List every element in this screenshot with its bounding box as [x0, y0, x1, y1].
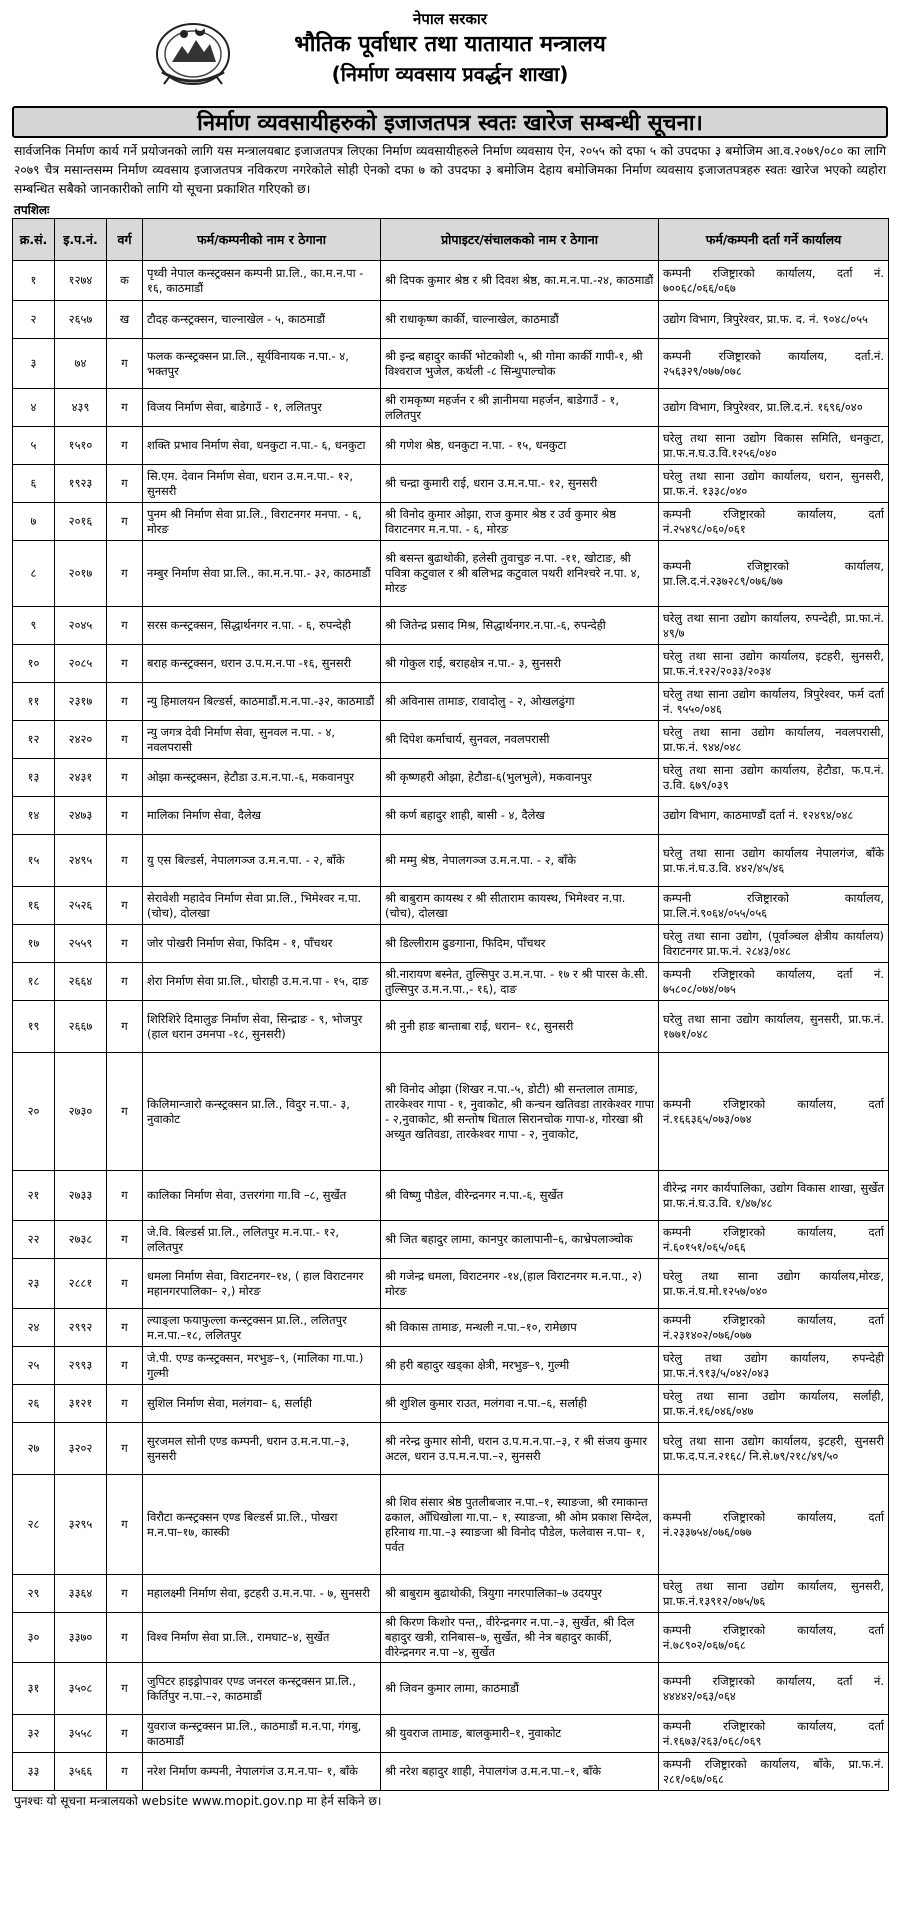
details-label: तपशिलः — [14, 203, 50, 217]
table-row — [13, 1259, 889, 1309]
cell-sn: ६ — [13, 465, 55, 503]
cell-license-no: २४३१ — [55, 759, 107, 797]
cell-sn: २५ — [13, 1347, 55, 1385]
cell-firm: कालिका निर्माण सेवा, उत्तरगंगा गा.वि –८, सुर्खेत — [143, 1171, 381, 1221]
cell-firm: न्यु हिमालयन बिल्डर्स, काठमाडौं.म.न.पा.-३२, काठमाडौं — [143, 683, 381, 721]
cell-office: घरेलु तथा साना उद्योग कार्यालय, सुनसरी, प्रा.फ.नं. १७७१/०४८ — [659, 1001, 889, 1053]
footer-note: पुनश्चः यो सूचना मन्त्रालयको website www.mopit.gov.np मा हेर्न सकिने छ। — [14, 1794, 382, 1808]
cell-sn: २ — [13, 301, 55, 339]
table-row — [13, 503, 889, 541]
cell-license-no: १२७४ — [55, 261, 107, 301]
license-table — [12, 218, 889, 1791]
cell-office: घरेलु तथा साना उद्योग कार्यालय, इटहरी, सुनसरी प्रा.फ.द.प.न.२१६८/ नि.से.७९/२१८/४९/५० — [659, 1423, 889, 1475]
notice-title: निर्माण व्यवसायीहरुको इजाजतपत्र स्वतः खारेज सम्बन्धी सूचना। — [197, 111, 703, 136]
cell-firm: सेरावेशी महादेव निर्माण सेवा प्रा.लि., भिमेश्वर न.पा.(चोच), दोलखा — [143, 887, 381, 925]
cell-license-no: २०१६ — [55, 503, 107, 541]
table-row — [13, 1385, 889, 1423]
cell-proprietor: श्री बाबुराम कायस्थ र श्री सीताराम कायस्थ, भिमेश्वर न.पा.(चोच), दोलखा — [381, 887, 659, 925]
cell-class: ग — [107, 1663, 143, 1715]
cell-sn: १६ — [13, 887, 55, 925]
cell-license-no: २९९२ — [55, 1309, 107, 1347]
cell-class: ग — [107, 887, 143, 925]
cell-office: कम्पनी रजिष्ट्रारको कार्यालय, दर्ता नं. ७५८०८/०७४/०७५ — [659, 963, 889, 1001]
cell-firm: सरस कन्स्ट्रक्सन, सिद्धार्थनगर न.पा. - ६, रुपन्देही — [143, 607, 381, 645]
table-row — [13, 1171, 889, 1221]
cell-office: कम्पनी रजिष्ट्रारको कार्यालय, बाँके, प्रा.फ.नं. २८१/०६७/०६८ — [659, 1753, 889, 1791]
cell-sn: २७ — [13, 1423, 55, 1475]
cell-class: ग — [107, 1053, 143, 1171]
cell-proprietor: श्री किरण किशोर पन्त,, वीरेन्द्रनगर न.पा.–३, सुर्खेत, श्री दिल बहादुर खत्री, रानिबास–७, सुर्खेत, श्री नेत्र बहादुर कार्की, वीरेन्द्रनगर न.पा –४, सुर्खेत — [381, 1613, 659, 1663]
table-row — [13, 261, 889, 301]
cell-sn: १२ — [13, 721, 55, 759]
table-row — [13, 759, 889, 797]
cell-proprietor: श्री गोकुल राई, बराहक्षेत्र न.पा.- ३, सुनसरी — [381, 645, 659, 683]
cell-sn: १९ — [13, 1001, 55, 1053]
cell-class: ग — [107, 1309, 143, 1347]
cell-license-no: २४७३ — [55, 797, 107, 835]
cell-office: घरेलु तथा साना उद्योग कार्यालय, सुनसरी, प्रा.फ.नं.१३९१२/०७५/७६ — [659, 1575, 889, 1613]
cell-license-no: २६६७ — [55, 1001, 107, 1053]
cell-proprietor: श्री गणेश श्रेष्ठ, धनकुटा न.पा. - १५, धनकुटा — [381, 427, 659, 465]
cell-sn: ७ — [13, 503, 55, 541]
cell-license-no: २०१७ — [55, 541, 107, 607]
cell-proprietor: श्री नरेश बहादुर शाही, नेपालगंज उ.म.न.पा.–१, बाँके — [381, 1753, 659, 1791]
table-row — [13, 797, 889, 835]
col-header-firm: फर्म/कम्पनीको नाम र ठेगाना — [143, 219, 381, 261]
cell-sn: १७ — [13, 925, 55, 963]
cell-class: ग — [107, 339, 143, 389]
cell-class: ग — [107, 1715, 143, 1753]
cell-sn: ११ — [13, 683, 55, 721]
table-row — [13, 721, 889, 759]
cell-office: घरेलु तथा साना उद्योग, (पूर्वाञ्चल क्षेत्रीय कार्यालय) विराटनगर प्रा.फ.नं. २८४३/०४८ — [659, 925, 889, 963]
cell-license-no: ३३७० — [55, 1613, 107, 1663]
cell-proprietor: श्री दिपेश कर्माचार्य, सुनवल, नवलपरासी — [381, 721, 659, 759]
cell-proprietor: श्री बाबुराम बुढाथोकी, त्रियुगा नगरपालिका–७ उदयपुर — [381, 1575, 659, 1613]
cell-firm: मालिका निर्माण सेवा, दैलेख — [143, 797, 381, 835]
cell-firm: यु एस बिल्डर्स, नेपालगञ्ज उ.म.न.पा. - २, बाँके — [143, 835, 381, 887]
cell-sn: ४ — [13, 389, 55, 427]
cell-class: ग — [107, 797, 143, 835]
cell-class: क — [107, 261, 143, 301]
cell-office: कम्पनी रजिष्ट्रारको कार्यालय, दर्ता नं. ४४४४२/०६३/०६४ — [659, 1663, 889, 1715]
cell-sn: २० — [13, 1053, 55, 1171]
cell-sn: १८ — [13, 963, 55, 1001]
cell-office: घरेलु तथा साना उद्योग कार्यालय,मोरङ, प्रा.फ.नं.घ.मो.१२५७/०४० — [659, 1259, 889, 1309]
cell-office: कम्पनी रजिष्ट्रारको कार्यालय, दर्ता नं.२३३७५४/०७६/०७७ — [659, 1475, 889, 1575]
cell-proprietor: श्री गजेन्द्र धमला, विराटनगर -१४,(हाल विराटनगर म.न.पा., २) मोरङ — [381, 1259, 659, 1309]
table-row — [13, 1475, 889, 1575]
cell-class: ग — [107, 1347, 143, 1385]
table-row — [13, 1575, 889, 1613]
cell-proprietor: श्री नुनी हाङ बान्ताबा राई, धरान– १८, सुनसरी — [381, 1001, 659, 1053]
cell-proprietor: श्री शुशिल कुमार राउत, मलंगवा न.पा.–६, सर्लाही — [381, 1385, 659, 1423]
cell-sn: ३२ — [13, 1715, 55, 1753]
cell-firm: विरौटा कन्स्ट्रक्सन एण्ड बिल्डर्स प्रा.लि., पोखरा म.न.पा–१७, कास्की — [143, 1475, 381, 1575]
cell-license-no: २६५७ — [55, 301, 107, 339]
table-row — [13, 465, 889, 503]
cell-proprietor: श्री शिव संसार श्रेष्ठ पुतलीबजार न.पा.–१, स्याङजा, श्री रमाकान्त ढकाल, आँधिखोला गा.पा.– १, स्याङजा, श्री ओम प्रकाश सिग्देल, हरिनाथ गा.पा.–३ स्याङजा श्री विनोद पौडेल, फलेवास न.पा– १, पर्वत — [381, 1475, 659, 1575]
cell-sn: ३० — [13, 1613, 55, 1663]
cell-sn: ३३ — [13, 1753, 55, 1791]
cell-proprietor: श्री विष्णु पौडेल, वीरेन्द्रनगर न.पा.-६, सुर्खेत — [381, 1171, 659, 1221]
cell-license-no: ७४ — [55, 339, 107, 389]
cell-proprietor: श्री अविनास तामाङ, रावादोलु - २, ओखलढुंगा — [381, 683, 659, 721]
cell-license-no: २८८१ — [55, 1259, 107, 1309]
table-row — [13, 1715, 889, 1753]
cell-proprietor: श्री विनोद ओझा (शिखर न.पा.-५, डोटी) श्री सन्तलाल तामाङ, तारकेश्वर गापा - १, नुवाकोट, श्री कन्चन खतिवडा तारकेश्वर गापा - २,नुवाकोट, श्री सन्तोष धिताल सिरानचोक गापा-४, गोरखा श्री अच्युत खतिवडा, तारकेश्वर गापा - २, नुवाकोट, — [381, 1053, 659, 1171]
cell-office: कम्पनी रजिष्ट्रारको कार्यालय, दर्ता नं.२३१४०२/०७६/०७७ — [659, 1309, 889, 1347]
col-header-proprietor: प्रोपाइटर/संचालकको नाम र ठेगाना — [381, 219, 659, 261]
cell-class: ग — [107, 427, 143, 465]
cell-firm: शक्ति प्रभाव निर्माण सेवा, धनकुटा न.पा.- ६, धनकुटा — [143, 427, 381, 465]
cell-class: ग — [107, 835, 143, 887]
nepal-emblem-icon — [152, 14, 234, 88]
cell-sn: ५ — [13, 427, 55, 465]
cell-office: घरेलु तथा साना उद्योग कार्यालय, हेटौडा, फ.प.नं. उ.वि. ६७९/०३९ — [659, 759, 889, 797]
table-body — [13, 261, 889, 1791]
table-row — [13, 1001, 889, 1053]
cell-sn: १ — [13, 261, 55, 301]
col-header-class: वर्ग — [107, 219, 143, 261]
cell-class: ग — [107, 607, 143, 645]
cell-proprietor: श्री चन्द्रा कुमारी राई, धरान उ.म.न.पा.- १२, सुनसरी — [381, 465, 659, 503]
cell-firm: किलिमान्जारो कन्स्ट्रक्सन प्रा.लि., विदुर न.पा.- ३, नुवाकोट — [143, 1053, 381, 1171]
cell-firm: टौदह कन्स्ट्रक्सन, चाल्नाखेल - ५, काठमाडौं — [143, 301, 381, 339]
cell-class: ग — [107, 1221, 143, 1259]
cell-office: कम्पनी रजिष्ट्रारको कार्यालय, दर्ता.नं. २५६३२९/०७७/०७८ — [659, 339, 889, 389]
cell-sn: २३ — [13, 1259, 55, 1309]
cell-office: कम्पनी रजिष्ट्रारको कार्यालय, दर्ता नं.१६७३/२६३/०६८/०६९ — [659, 1715, 889, 1753]
cell-proprietor: श्री विनोद कुमार ओझा, राज कुमार श्रेष्ठ र उर्व कुमार श्रेष्ठ विराटनगर म.न.पा. - ६, मोरङ — [381, 503, 659, 541]
table-row — [13, 1423, 889, 1475]
cell-sn: २२ — [13, 1221, 55, 1259]
cell-proprietor: श्री कर्ण बहादुर शाही, बासी - ४, दैलेख — [381, 797, 659, 835]
notice-banner — [12, 106, 888, 138]
cell-sn: ८ — [13, 541, 55, 607]
cell-license-no: २७३८ — [55, 1221, 107, 1259]
cell-proprietor: श्री जिवन कुमार लामा, काठमाडौं — [381, 1663, 659, 1715]
table-row — [13, 389, 889, 427]
cell-sn: २८ — [13, 1475, 55, 1575]
cell-class: ग — [107, 389, 143, 427]
cell-sn: ९ — [13, 607, 55, 645]
cell-license-no: २४२० — [55, 721, 107, 759]
cell-proprietor: श्री.नारायण बस्नेत, तुल्सिपुर उ.म.न.पा. - १७ र श्री पारस के.सी. तुल्सिपुर उ.म.न.पा.,- १६), दाङ — [381, 963, 659, 1001]
cell-firm: पृथ्वी नेपाल कन्स्ट्रक्सन कम्पनी प्रा.लि., का.म.न.पा - १६, काठमाडौं — [143, 261, 381, 301]
cell-sn: २४ — [13, 1309, 55, 1347]
cell-office: कम्पनी रजिष्ट्रारको कार्यालय, दर्ता नं.१६६३६५/०७३/०७४ — [659, 1053, 889, 1171]
cell-license-no: २७३० — [55, 1053, 107, 1171]
col-header-office: फर्म/कम्पनी दर्ता गर्ने कार्यालय — [659, 219, 889, 261]
cell-class: ग — [107, 683, 143, 721]
cell-firm: बराह कन्स्ट्रक्सन, धरान उ.प.म.न.पा -१६, सुनसरी — [143, 645, 381, 683]
cell-class: ग — [107, 759, 143, 797]
cell-license-no: २३१७ — [55, 683, 107, 721]
cell-proprietor: श्री जित बहादुर लामा, कानपुर कालापानी–६, काभ्रेपलाञ्चोक — [381, 1221, 659, 1259]
cell-firm: फलक कन्स्ट्रक्सन प्रा.लि., सूर्यविनायक न.पा.- ४, भक्तपुर — [143, 339, 381, 389]
cell-sn: २१ — [13, 1171, 55, 1221]
cell-license-no: १५१० — [55, 427, 107, 465]
cell-firm: युवराज कन्स्ट्रक्सन प्रा.लि., काठमाडौं म.न.पा, गंगबु, काठमाडौं — [143, 1715, 381, 1753]
table-row — [13, 1053, 889, 1171]
ministry-title: भौतिक पूर्वाधार तथा यातायात मन्त्रालय — [294, 32, 606, 57]
cell-class: ग — [107, 1001, 143, 1053]
cell-firm: सुरजमल सोनी एण्ड कम्पनी, धरान उ.म.न.पा.–३, सुनसरी — [143, 1423, 381, 1475]
cell-firm: न्यु जगत्र देवी निर्माण सेवा, सुनवल न.पा. - ४, नवलपरासी — [143, 721, 381, 759]
cell-proprietor: श्री इन्द्र बहादुर कार्की भोटकोशी ५, श्री गोमा कार्की गापी-१, श्री विश्वराज भुजेल, कर्थली -८ सिन्धुपाल्चोक — [381, 339, 659, 389]
cell-office: उद्योग विभाग, काठमाण्डौं दर्ता नं. १२४९४/०४८ — [659, 797, 889, 835]
cell-class: ग — [107, 645, 143, 683]
cell-license-no: ३१२१ — [55, 1385, 107, 1423]
cell-license-no: ३५५८ — [55, 1715, 107, 1753]
cell-license-no: २६६४ — [55, 963, 107, 1001]
col-header-sn: क्र.सं. — [13, 219, 55, 261]
cell-office: घरेलु तथा साना उद्योग कार्यालय नेपालगंज, बाँके प्रा.फ.नं.घ.उ.वि. ४४२/४५/४६ — [659, 835, 889, 887]
cell-firm: जुपिटर हाइड्रोपावर एण्ड जनरल कन्स्ट्रक्सन प्रा.लि., किर्तिपुर न.पा.–२, काठमाडौं — [143, 1663, 381, 1715]
table-row — [13, 339, 889, 389]
cell-sn: १४ — [13, 797, 55, 835]
cell-firm: शिरिशिरे दिमालुङ निर्माण सेवा, सिन्द्राङ - ९, भोजपुर (हाल धरान उमनपा -१८, सुनसरी) — [143, 1001, 381, 1053]
cell-office: उद्योग विभाग, त्रिपुरेश्वर, प्रा.फ. द. नं. ९०४८/०५५ — [659, 301, 889, 339]
notice-header — [12, 8, 888, 104]
cell-license-no: ३२९५ — [55, 1475, 107, 1575]
cell-proprietor: श्री रामकृष्ण महर्जन र श्री ज्ञानीमया महर्जन, बाडेगाउँ - १, ललितपुर — [381, 389, 659, 427]
cell-proprietor: श्री कृष्णहरी ओझा, हेटौडा-६(भुलभुले), मकवानपुर — [381, 759, 659, 797]
cell-proprietor: श्री राधाकृष्ण कार्की, चाल्नाखेल, काठमाडौं — [381, 301, 659, 339]
table-header-row — [13, 219, 889, 261]
table-row — [13, 1221, 889, 1259]
table-row — [13, 1347, 889, 1385]
cell-proprietor: श्री जितेन्द्र प्रसाद मिश्र, सिद्धार्थनगर.न.पा.-६, रुपन्देही — [381, 607, 659, 645]
cell-class: ग — [107, 1475, 143, 1575]
cell-license-no: २७३३ — [55, 1171, 107, 1221]
cell-firm: शेरा निर्माण सेवा प्रा.लि., घोराही उ.म.न.पा - १५, दाङ — [143, 963, 381, 1001]
table-row — [13, 925, 889, 963]
cell-license-no: ३३६४ — [55, 1575, 107, 1613]
cell-sn: ३१ — [13, 1663, 55, 1715]
cell-firm: ल्याङ्ला फयाफुल्ला कन्स्ट्रक्सन प्रा.लि., ललितपुर म.न.पा.–१८, ललितपुर — [143, 1309, 381, 1347]
cell-firm: जे.पी. एण्ड कन्स्ट्रक्सन, मरभुङ–९, (मालिका गा.पा.) गुल्मी — [143, 1347, 381, 1385]
table-row — [13, 887, 889, 925]
cell-class: ग — [107, 721, 143, 759]
cell-license-no: १९२३ — [55, 465, 107, 503]
cell-license-no: ३५०८ — [55, 1663, 107, 1715]
table-row — [13, 1309, 889, 1347]
table-row — [13, 1753, 889, 1791]
cell-office: कम्पनी रजिष्ट्रारको कार्यालय, दर्ता नं.६०१५१/०६५/०६६ — [659, 1221, 889, 1259]
cell-office: घरेलु तथा साना उद्योग कार्यालय, सर्लाही, प्रा.फ.नं.१६/०४६/०४७ — [659, 1385, 889, 1423]
cell-office: घरेलु तथा साना उद्योग कार्यालय, त्रिपुरेश्वर, फर्म दर्ता नं. ९५५०/०४६ — [659, 683, 889, 721]
cell-sn: १५ — [13, 835, 55, 887]
cell-class: ग — [107, 963, 143, 1001]
cell-license-no: २५२६ — [55, 887, 107, 925]
cell-sn: २६ — [13, 1385, 55, 1423]
cell-class: ग — [107, 503, 143, 541]
cell-license-no: २९९३ — [55, 1347, 107, 1385]
cell-office: घरेलु तथा साना उद्योग कार्यालय, नवलपरासी, प्रा.फ.नं. ९४४/०४८ — [659, 721, 889, 759]
cell-proprietor: श्री युवराज तामाङ, बालकुमारी–१, नुवाकोट — [381, 1715, 659, 1753]
cell-license-no: २५५९ — [55, 925, 107, 963]
cell-class: ग — [107, 1385, 143, 1423]
cell-office: कम्पनी रजिष्ट्रारको कार्यालय, दर्ता नं.२५४९८/०६०/०६१ — [659, 503, 889, 541]
cell-office: वीरेन्द्र नगर कार्यपालिका, उद्योग विकास शाखा, सुर्खेत प्रा.फ.नं.घ.उ.वि. १/४७/४८ — [659, 1171, 889, 1221]
cell-class: ग — [107, 541, 143, 607]
cell-sn: ३ — [13, 339, 55, 389]
cell-proprietor: श्री बसन्त बुढाथोकी, हलेसी तुवाचुङ न.पा. -११, खोटाङ, श्री पवित्रा कटुवाल र श्री बलिभद्र कटुवाल पथरी शनिश्चरे न.पा. ४, मोरङ — [381, 541, 659, 607]
cell-license-no: ४३९ — [55, 389, 107, 427]
cell-class: ग — [107, 1259, 143, 1309]
cell-office: उद्योग विभाग, त्रिपुरेश्वर, प्रा.लि.द.नं. १६९६/०४० — [659, 389, 889, 427]
cell-proprietor: श्री नरेन्द्र कुमार सोनी, धरान उ.प.म.न.पा.–३, र श्री संजय कुमार अटल, धरान उ.प.म.न.पा.–२, सुनसरी — [381, 1423, 659, 1475]
cell-license-no: ३५६६ — [55, 1753, 107, 1791]
table-row — [13, 683, 889, 721]
cell-office: कम्पनी रजिष्ट्रारको कार्यालय, दर्ता नं.७८९०२/०६७/०६८ — [659, 1613, 889, 1663]
cell-class: ग — [107, 1753, 143, 1791]
cell-office: घरेलु तथा साना उद्योग कार्यालय, रुपन्देही, प्रा.फा.नं. ४९/७ — [659, 607, 889, 645]
government-title: नेपाल सरकार — [413, 10, 487, 28]
cell-firm: सुशिल निर्माण सेवा, मलंगवा– ६, सर्लाही — [143, 1385, 381, 1423]
cell-firm: सि.एम. देवान निर्माण सेवा, धरान उ.म.न.पा.- १२, सुनसरी — [143, 465, 381, 503]
cell-firm: पुनम श्री निर्माण सेवा प्रा.लि., विराटनगर मनपा. - ६, मोरङ — [143, 503, 381, 541]
cell-office: घरेलु तथा साना उद्योग कार्यालय, इटहरी, सुनसरी, प्रा.फ.नं.१२२/२०३३/२०३४ — [659, 645, 889, 683]
table-row — [13, 1613, 889, 1663]
cell-office: कम्पनी रजिष्ट्रारको कार्यालय, प्रा.लि.द.नं.२३७२८९/०७६/७७ — [659, 541, 889, 607]
branch-title: (निर्माण व्यवसाय प्रवर्द्धन शाखा) — [331, 62, 569, 86]
cell-class: ग — [107, 465, 143, 503]
table-row — [13, 427, 889, 465]
cell-proprietor: श्री मम्मु श्रेष्ठ, नेपालगञ्ज उ.म.न.पा. - २, बाँके — [381, 835, 659, 887]
table-row — [13, 541, 889, 607]
cell-class: ग — [107, 1423, 143, 1475]
cell-proprietor: श्री विकास तामाङ, मन्थली न.पा.–१०, रामेछाप — [381, 1309, 659, 1347]
cell-sn: २९ — [13, 1575, 55, 1613]
cell-class: ग — [107, 925, 143, 963]
table-row — [13, 607, 889, 645]
cell-firm: धमला निर्माण सेवा, विराटनगर–१४, ( हाल विराटनगर महानगरपालिका– २,) मोरङ — [143, 1259, 381, 1309]
cell-firm: जे.वि. बिल्डर्स प्रा.लि., ललितपुर म.न.पा.- १२, ललितपुर — [143, 1221, 381, 1259]
cell-office: घरेलु तथा साना उद्योग कार्यालय, धरान, सुनसरी, प्रा.फ.नं. १३३८/०४० — [659, 465, 889, 503]
table-row — [13, 645, 889, 683]
cell-firm: विजय निर्माण सेवा, बाडेगाउँ - १, ललितपुर — [143, 389, 381, 427]
cell-firm: विश्व निर्माण सेवा प्रा.लि., रामघाट–४, सुर्खेत — [143, 1613, 381, 1663]
cell-proprietor: श्री दिपक कुमार श्रेष्ठ र श्री दिवश श्रेष्ठ, का.म.न.पा.-२४, काठमाडौं — [381, 261, 659, 301]
table-row — [13, 963, 889, 1001]
cell-license-no: २०४५ — [55, 607, 107, 645]
cell-office: घरेलु तथा उद्योग कार्यालय, रुपन्देही प्रा.फ.नं.९१३/५/०४२/०४३ — [659, 1347, 889, 1385]
cell-office: कम्पनी रजिष्ट्रारको कार्यालय, दर्ता नं. ७००६८/०६६/०६७ — [659, 261, 889, 301]
table-row — [13, 835, 889, 887]
cell-firm: नम्बुर निर्माण सेवा प्रा.लि., का.म.न.पा.- ३२, काठमाडौं — [143, 541, 381, 607]
cell-license-no: २०८५ — [55, 645, 107, 683]
cell-proprietor: श्री हरी बहादुर खड्का क्षेत्री, मरभुङ–९, गुल्मी — [381, 1347, 659, 1385]
cell-class: ग — [107, 1171, 143, 1221]
cell-sn: १३ — [13, 759, 55, 797]
table-row — [13, 1663, 889, 1715]
cell-firm: जोर पोखरी निर्माण सेवा, फिदिम - १, पाँचथर — [143, 925, 381, 963]
cell-firm: ओझा कन्स्ट्रक्सन, हेटौडा उ.म.न.पा.-६, मकवानपुर — [143, 759, 381, 797]
cell-license-no: २४९५ — [55, 835, 107, 887]
cell-office: घरेलु तथा साना उद्योग विकास समिति, धनकुटा, प्रा.फ.न.घ.उ.वि.१२५६/०४० — [659, 427, 889, 465]
cell-office: कम्पनी रजिष्ट्रारको कार्यालय, प्रा.लि.नं.९०६४/०५५/०५६ — [659, 887, 889, 925]
cell-license-no: ३२०२ — [55, 1423, 107, 1475]
cell-sn: १० — [13, 645, 55, 683]
col-header-license-no: इ.प.नं. — [55, 219, 107, 261]
cell-proprietor: श्री डिल्लीराम ढुङगाना, फिदिम, पाँचथर — [381, 925, 659, 963]
cell-firm: नरेश निर्माण कम्पनी, नेपालगंज उ.म.न.पा– १, बाँके — [143, 1753, 381, 1791]
table-row — [13, 301, 889, 339]
cell-class: ख — [107, 301, 143, 339]
intro-paragraph: सार्वजनिक निर्माण कार्य गर्ने प्रयोजनको लागि यस मन्त्रालयबाट इजाजतपत्र लिएका निर्माण व्यवसायीहरुले निर्माण व्यवसाय ऐन, २०५५ को दफा ५ को उपदफा ३ बमोजिम आ.व.२०७९/०८० का लागि २०७९ चैत्र मसान्तसम्म निर्माण व्यवसाय इजाजतपत्र नविकरण नगरेकोले सोही ऐनको दफा ७ को उपदफा ३ बमोजिम देहाय बमोजिमका निर्माण व्यवसाय इजाजतपत्रहरु स्वतः खारेज भएको व्यहोरा सम्बन्धित सबैको जानकारीको लागि यो सूचना प्रकाशित गरिएको छ। — [14, 144, 886, 196]
cell-class: ग — [107, 1613, 143, 1663]
cell-class: ग — [107, 1575, 143, 1613]
cell-firm: महालक्ष्मी निर्माण सेवा, इटहरी उ.म.न.पा. - ७, सुनसरी — [143, 1575, 381, 1613]
